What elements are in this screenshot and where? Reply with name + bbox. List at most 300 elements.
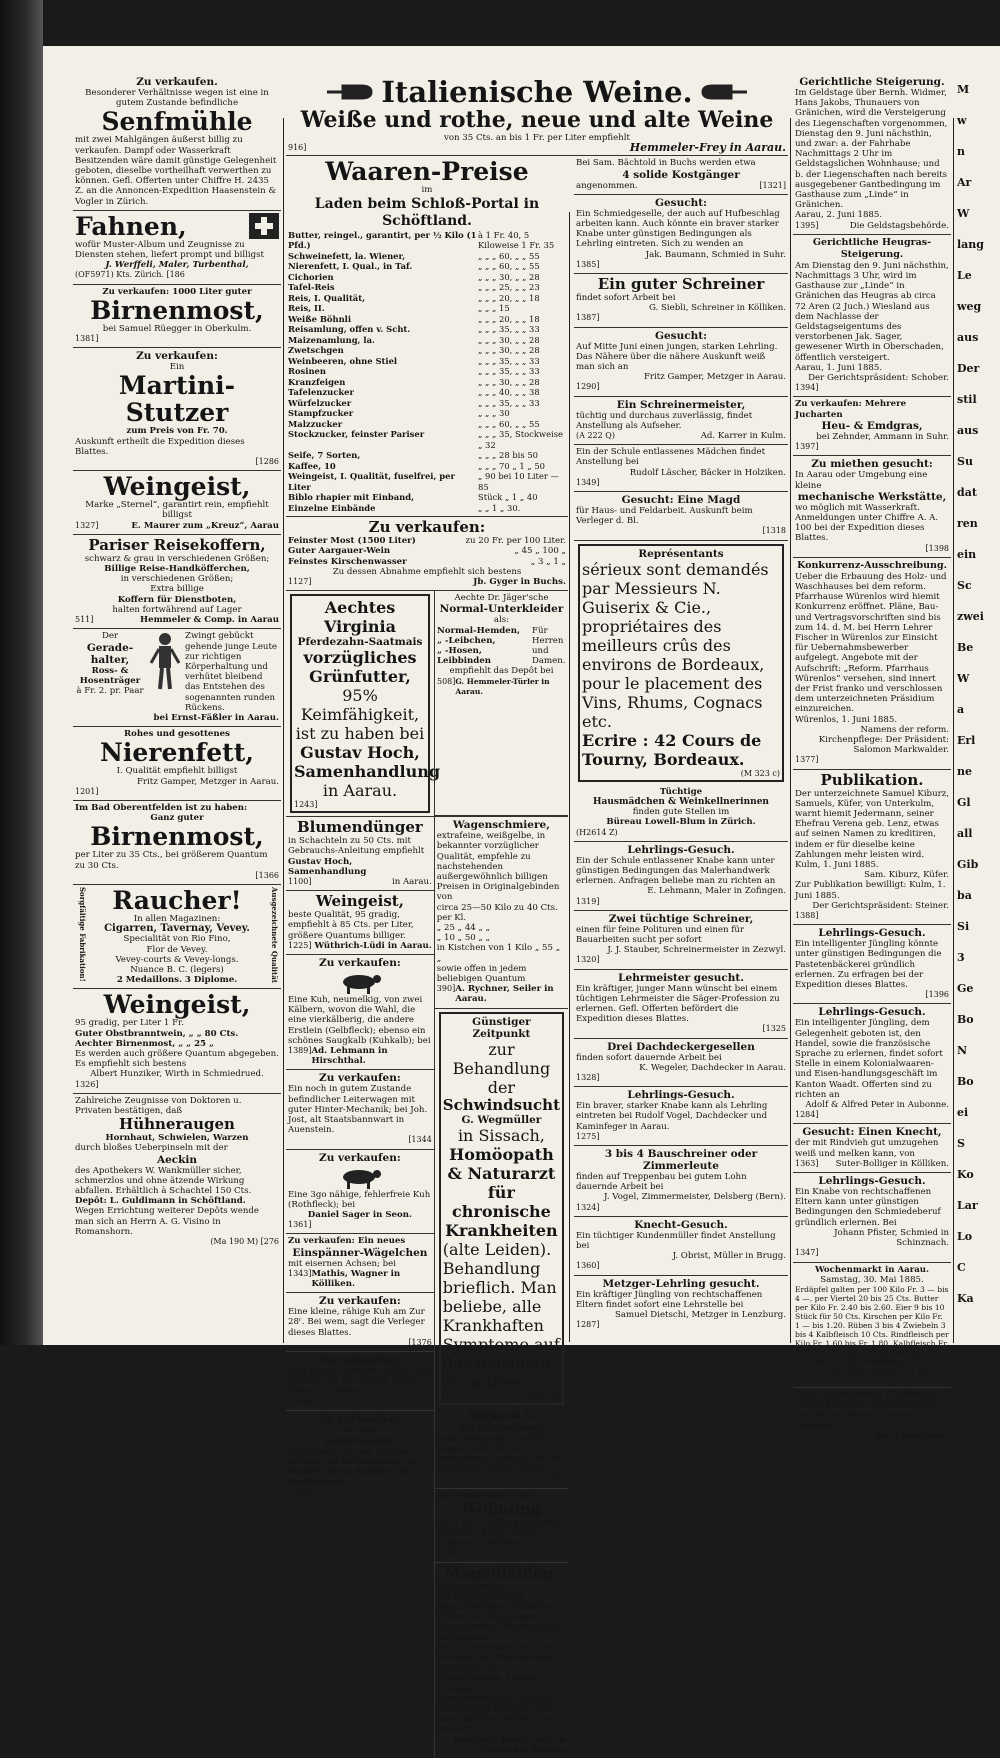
fragment-text: Be bbox=[957, 641, 974, 654]
price-value: „ „ „ 30, „ „ 28 bbox=[478, 345, 540, 356]
ad-firm: Namens der reform. Kirchenpflege: Der Präsident: Salomon Markwalder. bbox=[818, 724, 949, 756]
ad-kuh-3 bbox=[286, 1293, 434, 1352]
price-item: Butter, reingel., garantirt, per ½ Kilo (1 Pfd.) bbox=[288, 229, 477, 251]
ad-virginia-saatmais bbox=[290, 594, 441, 813]
price-row bbox=[288, 492, 566, 503]
ad-heugras-steigerung bbox=[793, 235, 951, 398]
fragment-text: Lar bbox=[957, 1199, 978, 1212]
ad-ref: 1100] bbox=[288, 876, 312, 886]
fragment-text: Ar bbox=[957, 176, 972, 189]
ad-text: „ 25 „ 44 „ „ bbox=[436, 922, 491, 933]
ad-ref: [1366 bbox=[255, 870, 279, 880]
ad-text: mit 2 bis 3 schön gelegenen Zimmern, bei St. Walter, Schmied in Kölliken. bbox=[436, 1517, 560, 1549]
fragment-text: dat bbox=[957, 486, 977, 499]
swiss-flag-icon bbox=[249, 213, 279, 239]
price-item: Zwetschgen bbox=[288, 345, 344, 356]
fragment-text: 3 bbox=[957, 951, 965, 964]
ad-ref: 1382] bbox=[436, 1548, 461, 1558]
fragment-text: weg bbox=[957, 300, 982, 313]
ad-text: nebst Wohnung ist sofort wegen Todesfall zu vermiethen. Anfragen an die Expedition dieses Blattes. bbox=[436, 1433, 562, 1475]
ad-maedchen bbox=[574, 445, 788, 492]
ad-ref: [1321] bbox=[759, 180, 786, 190]
fragment-text: W bbox=[957, 672, 970, 685]
ad-zwei-schreiner bbox=[574, 911, 788, 970]
ad-text: Ein kräftiger Jüngling von rechtschaffenen Eltern findet sofort eine Lehrstelle bei bbox=[576, 1289, 763, 1310]
fragment-text: w bbox=[957, 114, 967, 127]
ad-headline: Italienische Weine. bbox=[381, 75, 693, 109]
ad-reisekoffern bbox=[73, 535, 281, 629]
ad-text: (Festigkeit 18'') mit eisernen Achsen und Vormechanik; bei bbox=[288, 1447, 418, 1468]
price-row bbox=[288, 293, 566, 304]
ad-date: Kulm, 1. Juni 1885. bbox=[795, 860, 879, 870]
ad-text: Ein noch in gutem Zustande befindlicher Leiterwagen mit guter Hinter-Mechanik; bei Joh. Jost, alt Staatsbannwart in Auenstein. bbox=[288, 1084, 428, 1136]
ad-firm: bei Zehnder, Ammann in Suhr. bbox=[816, 431, 949, 442]
ad-text: empfiehlt das Depôt bei bbox=[449, 666, 554, 677]
ad-ref: 511] bbox=[75, 615, 94, 625]
ad-date: Würenlos, 1. Juni 1885. bbox=[795, 714, 898, 725]
ad-weingeist-3 bbox=[286, 891, 434, 955]
ad-firm: Samuel Dietschi, Metzger in Lenzburg. bbox=[615, 1310, 786, 1320]
ad-title: Zu verkaufen: bbox=[319, 956, 401, 969]
ad-headline: Normal-Unterkleider bbox=[439, 603, 564, 616]
ad-senfmuehle bbox=[73, 74, 281, 211]
ad-firm: Wüthrich-Lüdi in Aarau. bbox=[314, 940, 432, 951]
ad-text: als: bbox=[493, 615, 510, 626]
ad-ref: 1361] bbox=[288, 1220, 312, 1230]
ad-expedition bbox=[793, 1388, 951, 1444]
ad-headline: Knecht-Gesuch. bbox=[634, 1218, 728, 1231]
ad-price: zum Preis von Fr. 70. bbox=[126, 426, 228, 437]
price-row bbox=[288, 398, 566, 409]
ad-gerichtliche-steigerung bbox=[793, 74, 951, 235]
ad-title: Gesucht: Einen Knecht, bbox=[802, 1126, 942, 1139]
ad-firm: E. Lehmann, Maler in Zofingen. bbox=[647, 886, 786, 897]
ad-ref: 1363] bbox=[795, 1158, 819, 1168]
ad-firm: Ad. Karrer in Kulm. bbox=[700, 431, 786, 442]
ad-firm: Ad. Lehmann in Hirschthal. bbox=[311, 1045, 388, 1067]
ad-firm: Fritz Gamper, Metzger in Aarau. bbox=[643, 372, 786, 383]
ad-text: per Liter zu 35 Cts., bei größerem Quantum zu 30 Cts. bbox=[75, 850, 268, 871]
ad-ref: 1387] bbox=[576, 313, 600, 323]
ad-subheadline: Laden beim Schloß-Portal in Schöftland. bbox=[314, 195, 540, 229]
price-row bbox=[288, 408, 566, 419]
ad-text: sérieux sont demandés par Messieurs N. Guiserix & Cie., propriétaires des meilleurs crûs des environs de Bordeaux, pour le placement des Vins, Rhums, Cognacs etc. bbox=[582, 559, 769, 731]
ad-text: vorzügliches Grünfutter, bbox=[303, 648, 417, 687]
ad-text: mit zwei Mahlgängen äußerst billig zu verkaufen. Dampf oder Wasserkraft Besitzenden wäre damit günstige Gelegenheit geboten, dieselbe vortheilhaft verwerthen zu können. Gefl. Offerten unter Chiffre H. 2435 Z. an die Annoncen-Expedition Haasenstein & Vogler in Zürich. bbox=[75, 135, 277, 207]
ad-firm: G. Wegmüller bbox=[461, 1113, 542, 1126]
fragment-text: Bo bbox=[957, 1075, 974, 1088]
ad-text: Ein neuer bbox=[338, 1424, 382, 1435]
price-row bbox=[288, 419, 566, 430]
ad-gesucht-schmied bbox=[574, 195, 788, 274]
ad-title: Zu verkaufen: bbox=[136, 350, 218, 363]
ad-title: Aechtes Virginia bbox=[324, 598, 396, 637]
ad-wagenschmiere bbox=[435, 817, 568, 1008]
ad-headline: Représentants bbox=[638, 547, 724, 560]
fragment-text: ren bbox=[957, 517, 978, 530]
ad-ref: 1290] bbox=[576, 382, 600, 392]
ad-publikation bbox=[793, 770, 951, 926]
price-item: Tafelenzucker bbox=[288, 387, 354, 398]
ad-title: Zu verkaufen: 1000 Liter guter bbox=[102, 286, 252, 297]
ad-headline: Weingeist, bbox=[103, 472, 251, 502]
ad-weingeist-2 bbox=[73, 989, 281, 1093]
ad-text: Zur Publikation bewilligt: Kulm, 1. Juni 1885. bbox=[795, 880, 946, 901]
ad-headline: Ein guter Schreiner bbox=[597, 275, 765, 294]
ad-text: Am Dienstag den 9. Juni nächsthin, Nachmittags 3 Uhr, wird im Gasthause zur „Linde“ in Gränichen das Heugras ab circa 72 Aren (2 Juch.) Wiesland aus dem Nachlasse der Geldstagseigentums des verstorbenen Jak. Sager, gewesener Wirth in Oberschaden, öffentlich versteigert. bbox=[795, 260, 949, 363]
ad-text: im bbox=[421, 185, 433, 196]
price-value: „ „ „ 40, „ „ 38 bbox=[478, 387, 540, 398]
price-value: „ „ „ 60, „ „ 55 bbox=[478, 261, 540, 272]
ad-text: Feinstes Kirschenwasser bbox=[288, 556, 407, 567]
ad-firm: J. Vogel, Zimmermeister, Delsberg (Bern). bbox=[604, 1192, 786, 1203]
ad-ref: 1381] bbox=[75, 334, 99, 344]
fragment-text: Ka bbox=[957, 1292, 974, 1305]
ad-firm: Rudolf Gloor, Schmied in Staffelbach. bbox=[288, 1467, 410, 1488]
ad-metzger-lehrling bbox=[574, 1276, 788, 1334]
ad-firm: Johann Pfister, Schmied in Schinznach. bbox=[834, 1227, 949, 1249]
ad-text: finden auf Treppenbau bei gutem Lohn dauernde Arbeit bei bbox=[576, 1171, 747, 1193]
ad-firm: Hemmeler-Frey in Aarau. bbox=[629, 141, 786, 155]
fragment-text: Gl bbox=[957, 796, 971, 809]
ad-text: Der bbox=[101, 631, 119, 642]
ad-title: Zu verkaufen: bbox=[319, 1295, 401, 1308]
ad-text: Billige Reise-Handköfferchen, bbox=[104, 564, 250, 575]
ad-text: halten fortwährend auf Lager bbox=[112, 604, 242, 615]
ad-ref: 1394] bbox=[795, 383, 819, 393]
ad-title: Zu verkaufen: Ein neues bbox=[288, 1236, 406, 1247]
fragment-text: ne bbox=[957, 765, 972, 778]
ad-title: Konkurrenz-Ausschreibung. bbox=[797, 559, 947, 571]
ad-text: finden sofort dauernde Arbeit bei bbox=[576, 1052, 722, 1063]
ad-birnenmost-1 bbox=[73, 285, 281, 349]
ad-ref: 1347] bbox=[795, 1248, 819, 1258]
ad-text: Ein intelligenter Jüngling könnte unter günstigen Bedingungen die Pastetenbäckerei gründlich erlernen. Zu erfragen bei der Expedition dieses Blattes. bbox=[795, 939, 942, 991]
price-value: „ „ „ 35, Stockweise „ 32 bbox=[478, 429, 563, 450]
ad-headline: Nierenfett, bbox=[100, 738, 254, 768]
ad-text: des Apothekers W. Wankmüller sicher, schmerzlos und ohne ätzende Wirkung abfallen. Erhältlich à Schachtel 150 Cts. bbox=[75, 1165, 252, 1197]
ad-text: 95% Keimfähigkeit, bbox=[300, 686, 420, 725]
ad-headline: Heu- & Emdgras, bbox=[821, 419, 923, 432]
ad-text: Im Geldstage über Bernh. Widmer, Hans Jakobs, Thunauers von Gränichen, wird die Versteigerung des Liegenschaften vorgenommen, Dienstag den 9. Juni nächsthin, und zwar: a. der Fahrhabe Nachmittags 2 Uhr im Geldstagslichen Wohnhause; und b. der Liegenschaften nach bereits ausgegebener Gantbedingung im Gasthause zum „Linde“ in Gränichen. bbox=[795, 88, 948, 211]
ad-guter-schreiner bbox=[574, 274, 788, 328]
ad-ref: 390] bbox=[436, 984, 456, 994]
ad-text: Ecrire : 42 Cours de Tourny, Bordeaux. bbox=[582, 730, 762, 769]
ad-heu-emdgras bbox=[793, 397, 951, 456]
ad-firm: J. J. Stauber, Schreinermeister in Zezwyl. bbox=[607, 945, 786, 956]
price-row bbox=[288, 387, 566, 398]
ad-text: tüchtig und durchaus zuverlässig, findet Anstellung als Aufseher. bbox=[576, 410, 753, 431]
ad-text: circa 25—50 Kilo zu 40 Cts. per Kl. bbox=[436, 902, 558, 923]
price-list bbox=[288, 230, 566, 514]
ad-werkstaette bbox=[793, 456, 951, 557]
fragment-text: aus bbox=[957, 331, 979, 344]
ad-text: Guter Aargauer-Wein bbox=[288, 546, 391, 557]
fragment-text: ba bbox=[957, 889, 972, 902]
ad-leiterwagen-2 bbox=[286, 1411, 434, 1501]
price-row bbox=[288, 230, 566, 251]
ad-birnenmost-2 bbox=[73, 801, 281, 885]
price-row bbox=[288, 461, 566, 472]
ad-blumenduenger bbox=[286, 817, 434, 891]
ad-ref: 1225] bbox=[288, 940, 312, 950]
ad-firm: E. Maurer zum „Kreuz“, Aarau bbox=[131, 520, 279, 531]
ad-headline: Drei Dachdeckergesellen bbox=[607, 1040, 755, 1053]
price-item: Kranzfeigen bbox=[288, 376, 346, 387]
ad-headline: Gesucht: Eine Magd bbox=[621, 494, 741, 507]
ad-firm: Albert Hunziker, Wirth in Schmiedrued. bbox=[90, 1069, 264, 1080]
ad-title: Zu verkaufen: Mehrere Jucharten bbox=[795, 399, 907, 420]
ad-lehrling-schmied bbox=[793, 1173, 951, 1262]
ad-ref: [1318 bbox=[762, 526, 786, 536]
ad-aeckin bbox=[73, 1094, 281, 1250]
price-item: Würfelzucker bbox=[288, 397, 352, 408]
ad-title: Zu verkaufen: bbox=[319, 1151, 401, 1164]
ad-ref: 1243] bbox=[294, 800, 318, 810]
ad-ref: 1395] bbox=[795, 220, 819, 230]
ad-text: in Kistchen von 1 Kilo „ 55 „ „ bbox=[436, 943, 561, 964]
ad-lehrling-handel bbox=[793, 1004, 951, 1124]
ad-ref: 1284] bbox=[795, 1110, 819, 1120]
ad-ref: 1201] bbox=[75, 786, 99, 796]
ad-firm: Jb. Gyger in Buchs. bbox=[473, 576, 566, 587]
price-row bbox=[288, 366, 566, 377]
ad-text: Ein der Schule entlassener Knabe kann unter günstigen Bedingungen das Malerhandwerk erlernen. Anfragen beliebe man zu richten an bbox=[576, 855, 776, 887]
ad-text: (alte Leiden). Behandlung brieflich. Man beliebe, alle Krankhaften Symptome auf das genauste zu notiren. bbox=[442, 1239, 560, 1392]
scan-edge bbox=[0, 0, 43, 1345]
ad-title: Lehrlings-Gesuch. bbox=[818, 927, 926, 940]
ad-text: Ueber die Erbauung des Holz- und Waschhauses bei dem reform. Pfarrhause Würenlos wird hiemit Konkurrenz eröffnet. Pläne, Bau- und Vertragsvorschriften sind bis zum 14. d. M. bei Herrn Lehrer Fischer in Würenlos zur Einsicht für Uebernahmsbewerber aufgelegt. Angebote mit der Aufschrift: „Reform. Pfarrhaus Würenlos“ versehen, sind innert der Frist franko und verschlossen dem unterzeichneten Präsidium einzureichen. bbox=[795, 571, 947, 715]
ad-text: Eines eingetretenen Hindernisses wegen kann der Sommerfahrplan erst der nächsten Nummer beilegen. bbox=[795, 1389, 943, 1431]
fragment-text: ein bbox=[957, 548, 977, 561]
posture-figure-icon bbox=[145, 631, 185, 693]
cow-icon bbox=[337, 1165, 383, 1189]
ad-firm: Hemmeler & Comp. in Aarau bbox=[140, 615, 279, 626]
ad-title: Lehrlings-Gesuch. bbox=[818, 1006, 926, 1019]
ad-firm: J. Werffeli, Maler, Turbenthal, bbox=[105, 260, 249, 271]
price-value: „ „ 1 „ 30. bbox=[478, 502, 521, 513]
ad-magenleiden bbox=[435, 1563, 568, 1758]
ad-ref: 1327] bbox=[75, 520, 99, 530]
ad-weingeist-1 bbox=[73, 471, 281, 535]
price-item: Kaffee, 10 bbox=[288, 460, 336, 471]
ad-text: in Aarau. bbox=[322, 781, 398, 801]
ad-date: Aarau, 1. Juni 1885. bbox=[795, 362, 883, 373]
price-value: „ „ „ 70 „ 1 „ 50 bbox=[478, 460, 545, 471]
fragment-text: N bbox=[957, 1044, 968, 1057]
price-item: Reisamlung, offen v. Scht. bbox=[288, 324, 411, 335]
ad-ref: 1324] bbox=[576, 1202, 600, 1212]
ad-text: in Schachteln zu 50 Cts. mit Gebrauchs-Anleitung empfiehlt bbox=[288, 836, 425, 857]
ad-headline: Lehrmeister gesucht. bbox=[618, 971, 744, 984]
ad-ref: 1388] bbox=[795, 911, 819, 921]
ad-title: Zu vermiethen: Eine bbox=[436, 1490, 535, 1501]
ad-text: Eine Kuh, neumelkig, von zwei Kälbern, wovon die Wahl, die eine vierkälberig, die andere Erstlein (Gelbfleck); ebenso ein schönes Saugkalb (Kuhkalb); bei bbox=[288, 994, 431, 1046]
ad-lehrling-dachdecker bbox=[574, 1087, 788, 1146]
ad-waaren-preise bbox=[286, 156, 568, 517]
ad-headline: Ein Schreinermeister, bbox=[616, 398, 746, 411]
ad-text: Ganz guter bbox=[150, 813, 204, 824]
ad-ref: (OF5971) Kts. Zürich. [186 bbox=[75, 270, 185, 280]
ad-ref: 1326] bbox=[75, 1079, 99, 1089]
ad-firm: bei Samuel Rüegger in Oberkulm. bbox=[102, 323, 252, 334]
column-2 bbox=[286, 74, 788, 1758]
ad-text: Vevey-courts & Vevey-longs. bbox=[115, 954, 239, 965]
ad-ref: 916] bbox=[288, 143, 307, 153]
ad-firm: bei Ernst-Fäßler in Aarau. bbox=[153, 712, 279, 723]
ad-title: Gerichtliche Heugras-Steigerung. bbox=[812, 236, 932, 260]
fragment-text: Bo bbox=[957, 1013, 974, 1026]
ad-firm: A. Rychner, Seiler in Aarau. bbox=[455, 984, 554, 1005]
ad-text: Aechter Birnenmost, „ „ 25 „ bbox=[75, 1038, 214, 1049]
column-rule bbox=[790, 118, 791, 1343]
price-item: Schweinefett, la. Wiener, bbox=[288, 250, 406, 261]
ad-ref: 1275] bbox=[576, 1131, 600, 1141]
ad-text: Flor de Vevey. bbox=[146, 944, 208, 955]
ad-headline: halter, bbox=[90, 653, 130, 666]
ad-leiterwagen-1 bbox=[286, 1070, 434, 1149]
ad-magd bbox=[574, 492, 788, 541]
ad-ref: 1360] bbox=[576, 1261, 600, 1271]
ad-ref: 1328] bbox=[576, 1072, 600, 1082]
ad-text: Nuance B. C. (legers) bbox=[130, 964, 224, 975]
ad-headline: Weingeist, bbox=[315, 892, 404, 911]
ad-ref: 1397] bbox=[795, 442, 819, 452]
price-item: Einzelne Einbände bbox=[288, 502, 376, 513]
ad-title: Lehrlings-Gesuch. bbox=[627, 1089, 735, 1102]
ad-schreinermeister bbox=[574, 397, 788, 446]
price-value: „ „ „ 30, „ „ 28 bbox=[478, 334, 540, 345]
column-2a bbox=[286, 156, 568, 1758]
ad-title: Lehrlings-Gesuch. bbox=[818, 1175, 926, 1188]
ad-title: Lehrlings-Gesuch. bbox=[627, 843, 735, 856]
price-value: „ „ „ 30, „ „ 28 bbox=[478, 271, 540, 282]
price-value: „ „ „ 60, „ „ 55 bbox=[478, 250, 540, 261]
column-rule bbox=[283, 118, 284, 1343]
fragment-text: stil bbox=[957, 393, 977, 406]
ad-headline: Weingeist, bbox=[103, 990, 251, 1020]
ad-ref: [1396 bbox=[925, 990, 949, 1000]
ad-text: Erdäpfel galten per 100 Kilo Fr. 3 — bis 4 —, per Viertel 20 bis 25 Cts. Butter per Kilo Fr. 2.40 bis 2.60. Eier 9 bis 10 Stück für 50 Cts. Kirschen per Kilo Fr. 1 — bis 1.20. Rüben 3 bis 4 Zwiebeln 3 bis 4 Kalbfleisch 10 Cts. Rindfleisch per Kilo Fr. 1.60 bis Fr. 1.80. Kalbfleisch Fr. 1.40 bis Fr. 1.60. Schweinefleisch Fr. 1.50 bis Fr. 1.80. Schaffleisch Fr. 1.40 bis Fr. 1.60. Dürrer Speck Fr. 1.80 bis Fr. 2 — bbox=[795, 1284, 949, 1384]
ad-text: wofür Muster-Album und Zeugnisse zu Diensten stehen, liefert prompt und billigst bbox=[75, 239, 264, 261]
ad-text: Ein Schmiedgeselle, der auch auf Hufbeschlag arbeiten kann. Auch könnte ein braver starker Knabe unter günstigen Bedingungen als Lehrling eintreten. Sich zu wenden an bbox=[576, 208, 780, 250]
price-value: „ „ „ 35, „ „ 33 bbox=[478, 355, 540, 366]
ad-text: in verschiedenen Größen; bbox=[120, 574, 234, 585]
fragment-text: Ge bbox=[957, 982, 974, 995]
ad-firm: Der Gerichtspräsident: Steiner. bbox=[812, 900, 949, 911]
column-3 bbox=[793, 74, 951, 1444]
price-item: Seife, 7 Sorten, bbox=[288, 450, 361, 461]
fragment-text: S bbox=[957, 1137, 965, 1150]
ad-ref: 1349] bbox=[576, 477, 600, 487]
ad-text: Homöopath & Naturarzt bbox=[447, 1144, 556, 1183]
ad-text: In allen Magazinen: bbox=[133, 913, 221, 924]
ad-text: Ein intelligenter Jüngling, dem Gelegenheit geboten ist, den Handel, sowie die französische Sprache zu erlernen, findet sofort Stelle in einem Kolonialwaaren- und Eisen-handlungsgeschäft im Kanton Waadt. Offerten sind zu richten an bbox=[795, 1018, 943, 1100]
ad-martini-stutzer bbox=[73, 348, 281, 471]
ad-wochenmarkt bbox=[793, 1263, 951, 1388]
ad-title: Rohes und gesottenes bbox=[124, 729, 230, 740]
price-item: Tafel-Reis bbox=[288, 282, 335, 293]
price-item: Weingeist, I. Qualität, fuselfrei, per Liter bbox=[288, 471, 455, 492]
ad-firm: K. Wegeler, Dachdecker in Aarau. bbox=[639, 1062, 786, 1073]
ad-text: Es werden auch größere Quantum abgegeben. Es empfiehlt sich bestens bbox=[75, 1048, 279, 1070]
ad-text: sowie offen in jedem beliebigen Quantum bbox=[436, 963, 527, 984]
ad-representants bbox=[578, 544, 784, 782]
price-row bbox=[288, 272, 566, 283]
ad-text: Guter Obstbranntwein, „ „ 80 Cts. bbox=[75, 1028, 239, 1039]
ad-text: wo möglich mit Wasserkraft. Anmeldungen unter Chiffre A. A. 100 bei der Expedition dieses Blattes. bbox=[795, 502, 939, 544]
ad-text: für Haus- und Feldarbeit. Auskunft beim Verleger d. Bl. bbox=[576, 506, 753, 527]
price-value: à 1 Fr. 40, 5 Kiloweise 1 Fr. 35 bbox=[478, 229, 555, 251]
ad-text: Ein der Schule entlassenes Mädchen findet Anstellung bei bbox=[576, 447, 766, 468]
price-item: Reis, II. bbox=[288, 303, 325, 314]
ad-text: zur Behandlung der bbox=[452, 1039, 551, 1097]
ad-text: zu 20 Fr. per 100 Liter. bbox=[465, 536, 566, 547]
ad-wohnung bbox=[435, 1489, 568, 1563]
ad-title: Gesucht: bbox=[655, 196, 707, 209]
ad-headline: Einspänner-Wägelchen bbox=[292, 1246, 428, 1259]
fragment-text: Su bbox=[957, 455, 973, 468]
ad-firm: Büreau Lowell-Blum in Zürich. bbox=[606, 817, 756, 828]
fragment-text: aus bbox=[957, 424, 979, 437]
fragment-text: W bbox=[957, 207, 970, 220]
price-item: Nierenfett, I. Qual., in Taf. bbox=[288, 261, 413, 272]
ad-ref: 1377] bbox=[795, 755, 819, 765]
column-2a-left bbox=[286, 817, 435, 1758]
ad-hausmaedchen bbox=[574, 785, 788, 842]
ad-text: Ein kräftiger, junger Mann wünscht bei einem tüchtigen Lehrmeister die Säger-Profession zu erlernen. Gefl. Offerten befördert die Expedition dieses Blattes. bbox=[576, 983, 780, 1025]
column-2a-right bbox=[435, 817, 568, 1758]
ad-headline: Aeckin bbox=[156, 1153, 198, 1166]
ad-firm: J. Obrist, Müller in Brugg. bbox=[672, 1251, 786, 1262]
price-row bbox=[288, 324, 566, 335]
ad-headline: Blumendünger bbox=[296, 818, 423, 837]
fragment-text: ei bbox=[957, 1106, 969, 1119]
ad-geradehalter bbox=[73, 629, 281, 727]
ad-bauschreiner bbox=[574, 1146, 788, 1217]
ad-text: 2 Medaillons. 3 Diplome. bbox=[116, 975, 238, 986]
ad-firm: Sam. Kiburz, Küfer. bbox=[864, 870, 949, 881]
ad-text: Ein bbox=[169, 362, 185, 373]
ad-ref: [1286 bbox=[255, 457, 279, 467]
ad-ref: 1320] bbox=[576, 955, 600, 965]
ad-text: extrafeine, weißgelbe, in bekannter vorzüglicher Qualität, empfehle zu nachstehenden außergewöhnlich billigen Preisen in Originalgebinden von bbox=[436, 831, 560, 903]
price-item: Reis, I. Qualität, bbox=[288, 292, 366, 303]
ad-italienische-weine bbox=[286, 74, 788, 156]
ad-headline: Wohnung bbox=[461, 1499, 542, 1518]
price-item: Weiße Böhnli bbox=[288, 313, 352, 324]
ad-jaeger-unterkleider bbox=[434, 591, 568, 816]
ad-ref: 1345] bbox=[288, 1396, 312, 1406]
ad-ref: [1379 bbox=[542, 1474, 566, 1484]
ad-title: Gesucht: bbox=[655, 329, 707, 342]
ad-headline: Zwei tüchtige Schreiner, bbox=[608, 912, 754, 925]
ad-text: Depôt: L. Guldimann in Schöftland. bbox=[75, 1196, 246, 1207]
ad-headline: Pferdezahn-Saatmais bbox=[297, 636, 423, 649]
column-rule bbox=[953, 118, 954, 1343]
ad-title: Aechte Dr. Jäger'sche bbox=[454, 593, 549, 604]
ad-headline: Martini-Stutzer bbox=[118, 371, 236, 428]
price-row bbox=[288, 251, 566, 262]
ad-firm: Jak. Baumann, Schmied in Suhr. bbox=[645, 249, 786, 260]
fragment-text: Der bbox=[957, 362, 980, 375]
fragment-text: all bbox=[957, 827, 973, 840]
ad-firm: Gustav Hoch, Samenhandlung bbox=[294, 743, 441, 782]
ad-lehrling-pastete bbox=[793, 925, 951, 1004]
ad-text: Ross- & Hosenträger bbox=[79, 665, 141, 686]
price-value: „ „ „ 15 bbox=[478, 303, 510, 314]
ad-ref: 508] bbox=[437, 676, 456, 686]
